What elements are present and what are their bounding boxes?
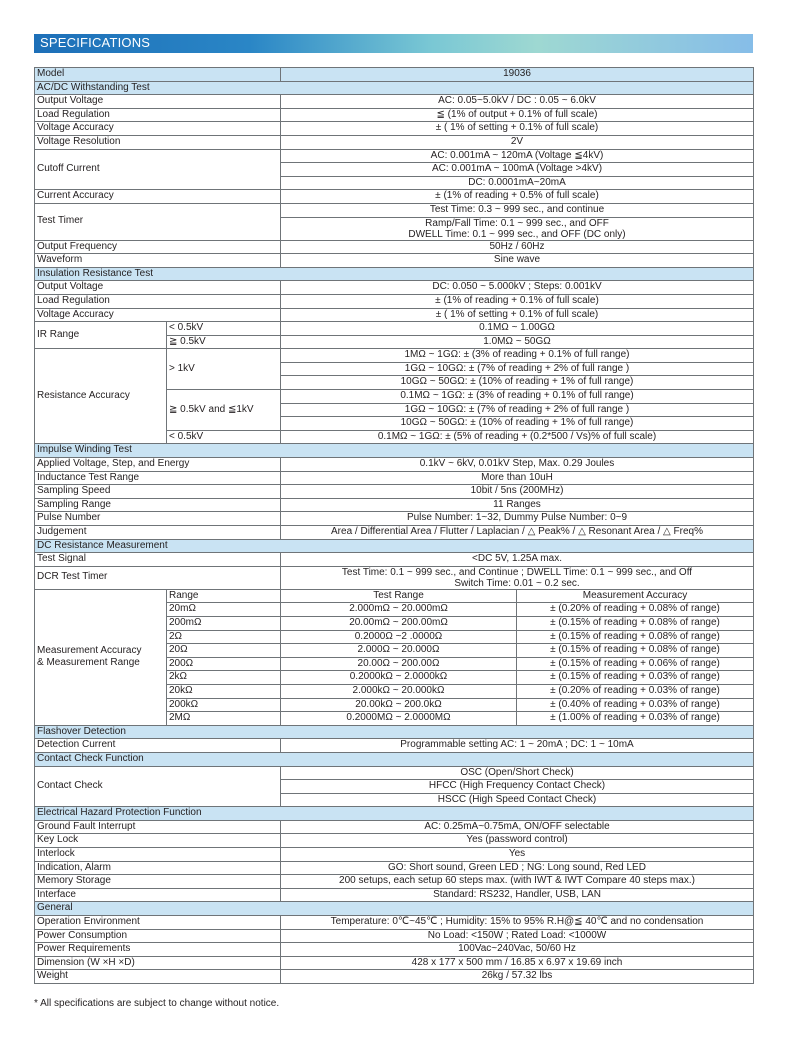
section-acdc: AC/DC Withstanding Test xyxy=(35,81,754,95)
spec-label: Test Timer xyxy=(35,203,281,240)
spec-value: AC: 0.001mA ~ 120mA (Voltage ≦4kV) xyxy=(281,149,754,163)
spec-label: Interlock xyxy=(35,848,281,862)
accuracy-cell: ± (0.15% of reading + 0.08% of range) xyxy=(517,616,754,630)
spec-value: 0.1MΩ ~ 1GΩ: ± (5% of reading + (0.2*500 / Vs)% of full scale) xyxy=(281,430,754,444)
spec-label: Test Signal xyxy=(35,553,281,567)
spec-value: ± ( 1% of setting + 0.1% of full scale) xyxy=(281,122,754,136)
range-cell: 200mΩ xyxy=(167,616,281,630)
column-header-test-range: Test Range xyxy=(281,589,517,603)
spec-label: Key Lock xyxy=(35,834,281,848)
spec-value: 11 Ranges xyxy=(281,498,754,512)
specifications-table xyxy=(34,67,754,984)
spec-label: Dimension (W ×H ×D) xyxy=(35,956,281,970)
test-range-cell: 0.2000MΩ ~ 2.0000MΩ xyxy=(281,712,517,726)
spec-label: Inductance Test Range xyxy=(35,471,281,485)
spec-value: Programmable setting AC: 1 ~ 20mA ; DC: 1 ~ 10mA xyxy=(281,739,754,753)
spec-label: Output Frequency xyxy=(35,240,281,254)
section-contact-check: Contact Check Function xyxy=(35,752,754,766)
accuracy-cell: ± (0.20% of reading + 0.03% of range) xyxy=(517,684,754,698)
range-cell: 2kΩ xyxy=(167,671,281,685)
spec-value: 50Hz / 60Hz xyxy=(281,240,754,254)
spec-value: 10GΩ ~ 50GΩ: ± (10% of reading + 1% of full range) xyxy=(281,417,754,431)
condition-cell: ≧ 0.5kV xyxy=(167,335,281,349)
accuracy-cell: ± (0.15% of reading + 0.08% of range) xyxy=(517,644,754,658)
spec-value: Area / Differential Area / Flutter / Laplacian / △ Peak% / △ Resonant Area / △ Freq% xyxy=(281,526,754,540)
condition-cell: < 0.5kV xyxy=(167,322,281,336)
spec-label: Output Voltage xyxy=(35,281,281,295)
spec-label: Output Voltage xyxy=(35,95,281,109)
spec-value: 428 x 177 x 500 mm / 16.85 x 6.97 x 19.69 inch xyxy=(281,956,754,970)
model-value: 19036 xyxy=(281,68,754,82)
range-cell: 2Ω xyxy=(167,630,281,644)
spec-label: Waveform xyxy=(35,254,281,268)
section-insulation: Insulation Resistance Test xyxy=(35,267,754,281)
column-header-accuracy: Measurement Accuracy xyxy=(517,589,754,603)
spec-value: 0.1kV ~ 6kV, 0.01kV Step, Max. 0.29 Joules xyxy=(281,458,754,472)
spec-label: Power Requirements xyxy=(35,943,281,957)
range-cell: 200Ω xyxy=(167,657,281,671)
spec-value: AC: 0.25mA~0.75mA, ON/OFF selectable xyxy=(281,820,754,834)
accuracy-cell: ± (0.40% of reading + 0.03% of range) xyxy=(517,698,754,712)
spec-label: Load Regulation xyxy=(35,294,281,308)
spec-label: Weight xyxy=(35,970,281,984)
spec-value: 10bit / 5ns (200MHz) xyxy=(281,485,754,499)
accuracy-cell: ± (0.15% of reading + 0.08% of range) xyxy=(517,630,754,644)
accuracy-cell: ± (1.00% of reading + 0.03% of range) xyxy=(517,712,754,726)
spec-value: 1.0MΩ ~ 50GΩ xyxy=(281,335,754,349)
spec-label: Voltage Accuracy xyxy=(35,308,281,322)
spec-label: Voltage Accuracy xyxy=(35,122,281,136)
spec-label: Interface xyxy=(35,888,281,902)
spec-value: HSCC (High Speed Contact Check) xyxy=(281,793,754,807)
spec-value: Sine wave xyxy=(281,254,754,268)
test-range-cell: 2.000Ω ~ 20.000Ω xyxy=(281,644,517,658)
spec-value: HFCC (High Frequency Contact Check) xyxy=(281,780,754,794)
spec-label: Operation Environment xyxy=(35,916,281,930)
spec-value: Standard: RS232, Handler, USB, LAN xyxy=(281,888,754,902)
measurement-label-line1: Measurement Accuracy xyxy=(37,644,142,656)
test-range-cell: 20.00mΩ ~ 200.00mΩ xyxy=(281,616,517,630)
spec-value: 26kg / 57.32 lbs xyxy=(281,970,754,984)
spec-value: No Load: <150W ; Rated Load: <1000W xyxy=(281,929,754,943)
spec-label: Load Regulation xyxy=(35,108,281,122)
model-row xyxy=(35,68,754,82)
section-impulse-winding: Impulse Winding Test xyxy=(35,444,754,458)
range-cell: 20mΩ xyxy=(167,603,281,617)
section-general: General xyxy=(35,902,754,916)
spec-value: ≦ (1% of output + 0.1% of full scale) xyxy=(281,108,754,122)
spec-value: 0.1MΩ ~ 1.00GΩ xyxy=(281,322,754,336)
spec-value: Switch Time: 0.01 ~ 0.2 sec. xyxy=(281,578,754,590)
condition-cell: ≧ 0.5kV and ≦1kV xyxy=(167,390,281,431)
spec-value: AC: 0.001mA ~ 100mA (Voltage >4kV) xyxy=(281,163,754,177)
spec-value: 1GΩ ~ 10GΩ: ± (7% of reading + 2% of full range ) xyxy=(281,403,754,417)
spec-value: More than 10uH xyxy=(281,471,754,485)
test-range-cell: 0.2000kΩ ~ 2.0000kΩ xyxy=(281,671,517,685)
test-range-cell: 2.000mΩ ~ 20.000mΩ xyxy=(281,603,517,617)
spec-value: Ramp/Fall Time: 0.1 ~ 999 sec., and OFF xyxy=(281,217,754,229)
condition-cell: < 0.5kV xyxy=(167,430,281,444)
spec-label: IR Range xyxy=(35,322,167,349)
section-flashover: Flashover Detection xyxy=(35,725,754,739)
column-header-range: Range xyxy=(167,589,281,603)
spec-label: Judgement xyxy=(35,526,281,540)
spec-value: <DC 5V, 1.25A max. xyxy=(281,553,754,567)
spec-value: DC: 0.050 ~ 5.000kV ; Steps: 0.001kV xyxy=(281,281,754,295)
spec-value: AC: 0.05~5.0kV / DC : 0.05 ~ 6.0kV xyxy=(281,95,754,109)
measurement-label xyxy=(35,589,167,725)
spec-value: GO: Short sound, Green LED ; NG: Long sound, Red LED xyxy=(281,861,754,875)
spec-label: Memory Storage xyxy=(35,875,281,889)
spec-value: 2V xyxy=(281,135,754,149)
spec-value: Pulse Number: 1~32, Dummy Pulse Number: 0~9 xyxy=(281,512,754,526)
range-cell: 200kΩ xyxy=(167,698,281,712)
spec-label: Power Consumption xyxy=(35,929,281,943)
spec-value: DC: 0.0001mA~20mA xyxy=(281,176,754,190)
measurement-label-line2: & Measurement Range xyxy=(37,657,140,669)
spec-value: Test Time: 0.1 ~ 999 sec., and Continue ; DWELL Time: 0.1 ~ 999 sec., and Off xyxy=(281,566,754,578)
spec-label: Resistance Accuracy xyxy=(35,349,167,444)
spec-value: 1MΩ ~ 1GΩ: ± (3% of reading + 0.1% of full range) xyxy=(281,349,754,363)
spec-value: ± ( 1% of setting + 0.1% of full scale) xyxy=(281,308,754,322)
spec-value: OSC (Open/Short Check) xyxy=(281,766,754,780)
model-label: Model xyxy=(35,68,281,82)
test-range-cell: 20.00kΩ ~ 200.0kΩ xyxy=(281,698,517,712)
spec-label: Cutoff Current xyxy=(35,149,281,190)
specifications-banner xyxy=(34,34,753,53)
spec-label: Sampling Range xyxy=(35,498,281,512)
spec-value: 200 setups, each setup 60 steps max. (with IWT & IWT Compare 40 steps max.) xyxy=(281,875,754,889)
spec-label: DCR Test Timer xyxy=(35,566,281,589)
spec-label: Current Accuracy xyxy=(35,190,281,204)
spec-value: 10GΩ ~ 50GΩ: ± (10% of reading + 1% of full range) xyxy=(281,376,754,390)
test-range-cell: 2.000kΩ ~ 20.000kΩ xyxy=(281,684,517,698)
footnote: * All specifications are subject to change without notice. xyxy=(34,998,280,1009)
spec-value: Temperature: 0℃~45℃ ; Humidity: 15% to 95% R.H@≦ 40℃ and no condensation xyxy=(281,916,754,930)
spec-value: 0.1MΩ ~ 1GΩ: ± (3% of reading + 0.1% of full range) xyxy=(281,390,754,404)
spec-label: Voltage Resolution xyxy=(35,135,281,149)
accuracy-cell: ± (0.15% of reading + 0.03% of range) xyxy=(517,671,754,685)
spec-value: ± (1% of reading + 0.5% of full scale) xyxy=(281,190,754,204)
test-range-cell: 20.00Ω ~ 200.00Ω xyxy=(281,657,517,671)
range-cell: 20kΩ xyxy=(167,684,281,698)
spec-value: Yes (password control) xyxy=(281,834,754,848)
range-cell: 2MΩ xyxy=(167,712,281,726)
spec-label: Contact Check xyxy=(35,766,281,807)
accuracy-cell: ± (0.20% of reading + 0.08% of range) xyxy=(517,603,754,617)
condition-cell: > 1kV xyxy=(167,349,281,390)
spec-label: Indication, Alarm xyxy=(35,861,281,875)
test-range-cell: 0.2000Ω ~2 .0000Ω xyxy=(281,630,517,644)
banner-title: SPECIFICATIONS xyxy=(40,35,151,50)
spec-label: Detection Current xyxy=(35,739,281,753)
section-dc-resistance: DC Resistance Measurement xyxy=(35,539,754,553)
spec-value: ± (1% of reading + 0.1% of full scale) xyxy=(281,294,754,308)
spec-value: 100Vac~240Vac, 50/60 Hz xyxy=(281,943,754,957)
section-electrical-hazard: Electrical Hazard Protection Function xyxy=(35,807,754,821)
spec-label: Ground Fault Interrupt xyxy=(35,820,281,834)
accuracy-cell: ± (0.15% of reading + 0.06% of range) xyxy=(517,657,754,671)
spec-label: Applied Voltage, Step, and Energy xyxy=(35,458,281,472)
spec-label: Sampling Speed xyxy=(35,485,281,499)
spec-value: Yes xyxy=(281,848,754,862)
spec-value: 1GΩ ~ 10GΩ: ± (7% of reading + 2% of full range ) xyxy=(281,362,754,376)
spec-value: Test Time: 0.3 ~ 999 sec., and continue xyxy=(281,203,754,217)
range-cell: 20Ω xyxy=(167,644,281,658)
spec-label: Pulse Number xyxy=(35,512,281,526)
spec-value: DWELL Time: 0.1 ~ 999 sec., and OFF (DC only) xyxy=(281,229,754,241)
